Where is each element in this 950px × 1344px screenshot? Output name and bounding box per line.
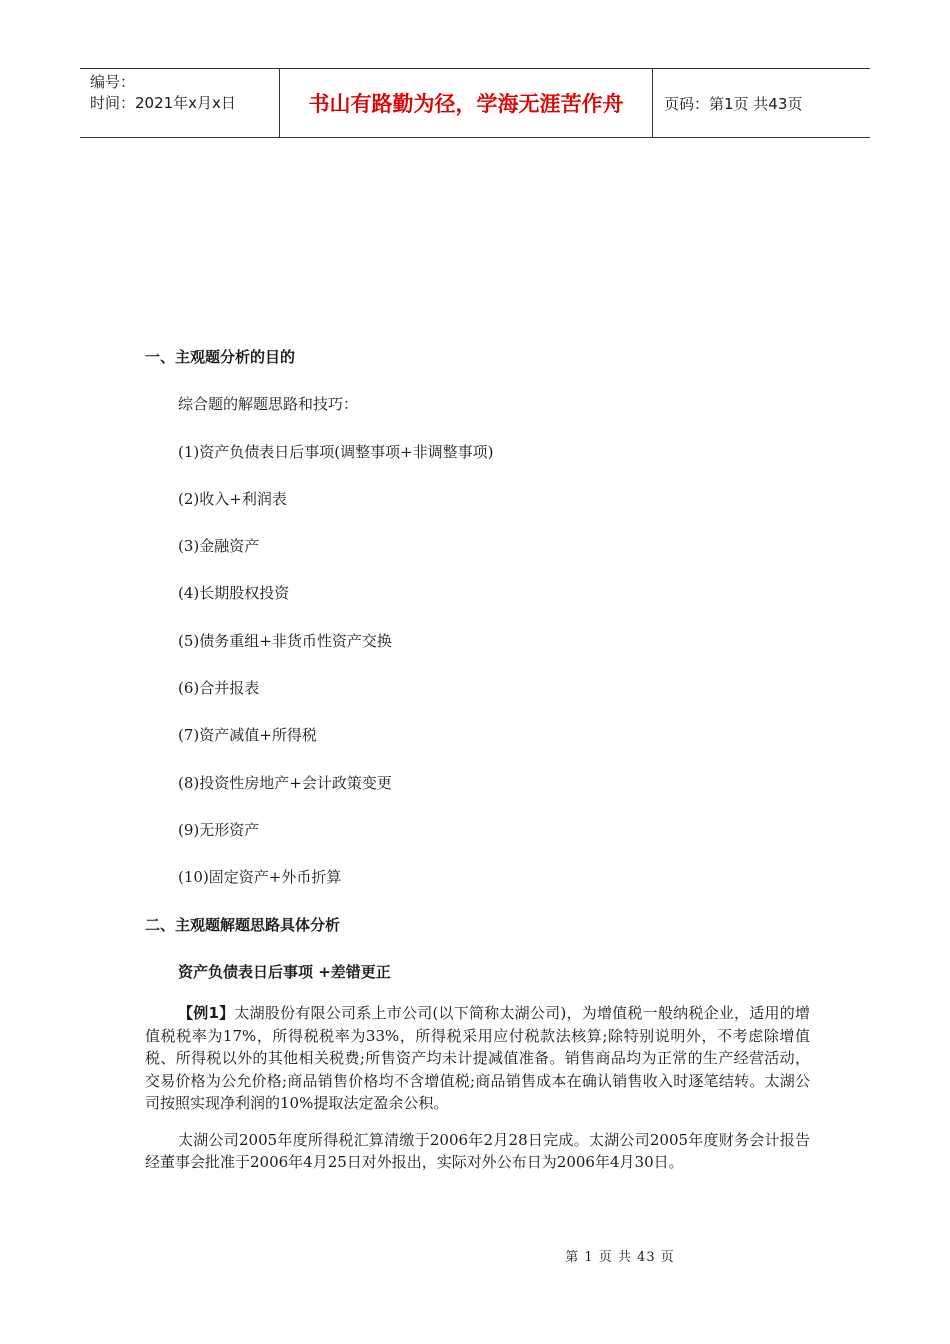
paragraph: 太湖公司2005年度所得税汇算清缴于2006年2月28日完成。太湖公司2005年度财务会计报告经董事会批准于2006年4月25日对外报出，实际对外公布日为2006年4月30日。 [145, 1130, 810, 1172]
list-item: (9)无形资产 [178, 820, 260, 839]
list-item: (5)债务重组+非货币性资产交换 [178, 631, 392, 650]
document-body [145, 340, 810, 1188]
document-header [80, 68, 870, 138]
list-item: (10)固定资产+外币折算 [178, 868, 342, 887]
time-label: 时间：2021年x月x日 [90, 94, 236, 112]
section2-title: 二、主观题解题思路具体分析 [145, 915, 341, 934]
list-item: (4)长期股权投资 [178, 584, 290, 603]
example-label: 【例1】 [178, 1004, 235, 1023]
header-meta [80, 69, 280, 137]
section1-intro: 综合题的解题思路和技巧： [178, 395, 359, 414]
list-item: (7)资产减值+所得税 [178, 726, 317, 745]
list-item: (3)金融资产 [178, 537, 260, 556]
section1-title: 一、主观题分析的目的 [145, 348, 296, 366]
list-item: (6)合并报表 [178, 679, 260, 698]
number-label: 编号： [90, 73, 136, 91]
list-item: (2)收入+利润表 [178, 489, 287, 508]
header-motto: 书山有路勤为径，学海无涯苦作舟 [280, 69, 653, 137]
section2-subtitle: 资产负债表日后事项 +差错更正 [178, 962, 391, 981]
list-item: (8)投资性房地产+会计政策变更 [178, 773, 392, 792]
header-page-info: 页码：第1页 共43页 [664, 94, 803, 113]
example-paragraph [145, 1002, 810, 1115]
list-item: (1)资产负债表日后事项(调整事项+非调整事项) [178, 442, 494, 461]
example-text: 太湖股份有限公司系上市公司(以下简称太湖公司)，为增值税一般纳税企业，适用的增值税税率为17%，所得税税率为33%，所得税采用应付税款法核算;除特别说明外，不考虑除增值税、所得税以外的其他相关税费;所售资产均未计提减值准备。销售商品均为正常的生产经营活动，交易价格为公允价格;商品销售价格均不含增值税;商品销售成本在确认销售收入时逐笔结转。太湖公司按照实现净利润的10%提取法定盈余公积。 [145, 1004, 810, 1113]
page-footer: 第 1 页 共 43 页 [565, 1250, 675, 1265]
